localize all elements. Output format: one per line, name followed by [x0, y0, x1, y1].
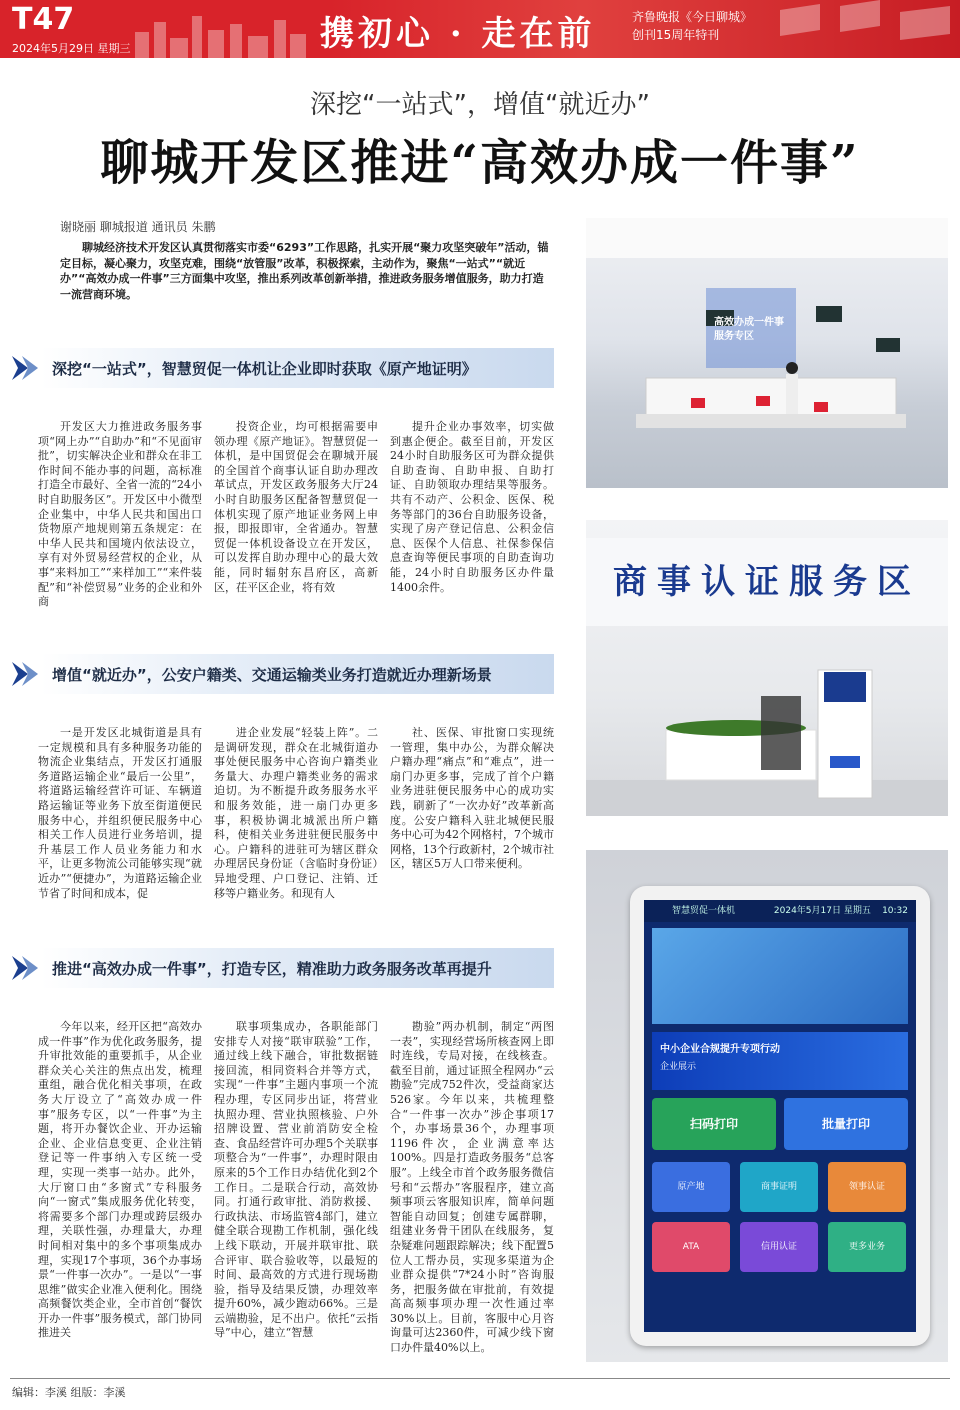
kiosk-date: 2024年5月17日 星期五 — [773, 906, 871, 916]
paragraph: 联事项集成办，各职能部门安排专人对接“联审联验”工作，通过线上线下融合，审批数据链接回流，相同资料合并等方式，实现“一件事”主题内事项一个流程办理，专区同步出证，将营业执照办理、营业执照核验、户外招牌设置、营业前消防安全检查、食品经营许可办理5个关联事项整合为“一件事”，办理时限由原来的5个工作日办结优化到2个工作日。二是联合行动，高效协同。打通行政审批、消防救援、行政执法、市场监管4部门，建立健全联合现勘工作机制，强化线上线下联动，开展并联审批、联合评审、联合验收等，以最短的时间、最高效的方式进行现场勘验，指导及结果反馈，办理效率提升60%，减少跑动66%。三是云端勘验，足不出户。依托“云指导”中心，建立“智慧 — [214, 1020, 378, 1340]
section-title-2: 增值“就近办”，公安户籍类、交通运输类业务打造就近办理新场景 — [52, 666, 492, 684]
tile-commercial-cert[interactable]: 商事证明 — [740, 1162, 818, 1212]
tile-consular-cert[interactable]: 领事认证 — [828, 1162, 906, 1212]
byline: 谢晓丽 聊城报道 通讯员 朱鹏 — [60, 220, 216, 234]
paragraph: 今年以来，经开区把“高效办成一件事”作为优化政务服务，提升审批效能的重要抓手，从企业群众关心关注的焦点出发，梳理重组，融合优化相关事项，在政务大厅设立了“高效办成一件事”服务专区，以“一件事”为主题，将开办餐饮企业、开办运输企业、企业信息变更、企业注销登记等一件事纳入专区统一受理，实现一类事一站办。此外，大厅窗口由“多窗式”专科服务向“一窗式”集成服务优化转变，将需要多个部门办理或跨层级办理，关联性强，办理量大，办理时间相对集中的多个事项集成办理，实现17个事项，36个办事场景“一件事一次办”。一是以“一事思维”做实企业准入便利化。围绕高频餐饮类企业，全市首创“餐饮开办一件事”服务模式，部门协同推进关 — [38, 1020, 202, 1340]
kiosk-app-name: 智慧贸促一体机 — [672, 906, 736, 916]
batch-print-button[interactable]: 批量打印 — [784, 1098, 908, 1150]
banner-slogan: 携初心 · 走在前 — [320, 14, 596, 54]
paragraph: 提升企业办事效率，切实做到惠企便企。截至目前，开发区24小时自助服务区可为群众提供自助查询、自助申报、自助打证、自助领取办理结果等服务。共有不动产、公积金、医保、税务等部门的36台自助服务设备，实现了房产登记信息、公积金信息、医保个人信息、社保参保信息查询等便民事项的自助查询功能，24小时自助服务区办件量1400余件。 — [390, 420, 554, 594]
kiosk-video-panel — [652, 928, 908, 1024]
column — [38, 726, 202, 901]
column — [38, 1020, 202, 1356]
column — [214, 1020, 378, 1356]
column — [38, 420, 202, 610]
section-1-body — [38, 420, 554, 610]
issue-date: 2024年5月29日 星期三 — [12, 42, 131, 55]
scan-print-button[interactable]: 扫码打印 — [652, 1098, 776, 1150]
paragraph: 社、医保、审批窗口实现统一管理，集中办公，为群众解决户籍办理“痛点”和“难点”，进一扇门办更多事，完成了首个户籍业务进驻便民服务中心的成功实践，刷新了“一次办好”改革新高度。公安户籍科入驻北城便民服务中心可为42个网格村，7个城市网格，13个行政新村，2个城市社区，辖区5万人口带来便利。 — [390, 726, 554, 871]
kiosk-screen — [644, 900, 916, 1332]
certification-area-sign: 商事认证服务区 — [586, 538, 948, 626]
section-3-body — [38, 1020, 554, 1356]
footer-divider — [10, 1378, 950, 1379]
promo-subtitle: 企业展示 — [660, 1062, 697, 1072]
paragraph: 一是开发区北城街道是具有一定规模和具有多种服务功能的物流企业集结点，开发区打通服务道路运输企业“最后一公里”，将道路运输经营许可证、车辆道路运输证等业务下放至街道便民服务中心，并组织便民服务中心相关工作人员进行业务培训，提升基层工作人员业务能力和水平，让更多物流公司能够实现“就近办”“便捷办”，为道路运输企业节省了时间和成本，促 — [38, 726, 202, 900]
photo-kiosk — [586, 850, 948, 1362]
column — [390, 420, 554, 610]
kiosk-top-bar — [644, 900, 916, 922]
column — [390, 1020, 554, 1356]
page-number: T47 — [12, 2, 75, 37]
column — [390, 726, 554, 901]
paragraph: 开发区大力推进政务服务事项“网上办”“自助办”和“不见面审批”，切实解决企业和群众在非工作时间不能办事的问题，高标准打造全市最好、全省一流的“24小时自助服务区”。开发区中小微型企业集中，中华人民共和国出口货物原产地规则第五条规定：在中华人民共和国境内依法设立，享有对外贸易经营权的企业，从事“来料加工”“来样加工”“来件装配”和“补偿贸易”业务的企业和外商 — [38, 420, 202, 609]
tile-credit-cert[interactable]: 信用认证 — [740, 1222, 818, 1272]
section-header-3 — [8, 948, 554, 988]
tile-origin[interactable]: 原产地 — [652, 1162, 730, 1212]
masthead-banner — [0, 0, 960, 58]
paragraph: 投资企业，均可根据需要申领办理《原产地证》。智慧贸促一体机，是中国贸促会在聊城开展的全国首个商事认证自助办理改革试点，开发区政务服务大厅24小时自助服务区配备智慧贸促一体机实现了原产地证业务网上申报，即报即审，全省通办。智慧贸促一体机设备设立在开发区，可以发挥自助办理中心的最大效能，同时辐射东昌府区，高新区，茌平区企业，将有效 — [214, 420, 378, 594]
brand-line-1: 齐鲁晚报《今日聊城》 — [632, 10, 753, 24]
photo-service-hall — [586, 218, 948, 488]
column — [214, 726, 378, 901]
certification-area-illustration — [586, 520, 948, 816]
section-header-2 — [8, 654, 554, 694]
chevron-right-icon — [8, 658, 40, 690]
footer-credits: 编辑：李溪 组版：李溪 — [12, 1386, 126, 1399]
service-hall-illustration — [586, 218, 948, 488]
paragraph: 勘验”两办机制，制定“两图一表”，实现经营场所核查网上即时连线，专局对接，在线核查。截至目前，通过证照全程网办“云勘验”完成752件次，受益商家达526家。今年以来，共梳理整合“一件事一次办”涉企事项17个，办事场景36个，办理事项1196件次，企业满意率达100%。四是打造政务服务“总客服”。上线全市首个政务服务微信号和“云帮办”客服程序，建立高频事项云客服知识库，简单问题智能自动回复；创建专属群聊，组建业务骨干团队在线服务，复杂疑难问题跟踪解决；线下配置5位人工帮办员，实现多渠道为企业群众提供“7*24小时”咨询服务，把服务做在审批前，有效提高高频事项办理一次性通过率30%以上。目前，客服中心月咨询量可达2360件，可减少线下窗口办件量40%以上。 — [390, 1020, 554, 1355]
paragraph: 进企业发展“轻装上阵”。二是调研发现，群众在北城街道办事处便民服务中心咨询户籍类业务量大、办理户籍类业务的需求迫切。为不断提升政务服务水平和服务效能，进一扇门办更多事，积极协调北城派出所户籍科，使相关业务进驻便民服务中心。户籍科的进驻可为辖区群众办理居民身份证（含临时身份证）异地受理、户口登记、注销、迁移等户籍业务。和现有人 — [214, 726, 378, 900]
promo-title: 中小企业合规提升专项行动 — [660, 1044, 780, 1055]
hall-sign-text: 高效办成一件事 服务专区 — [714, 317, 784, 342]
tile-ata[interactable]: ATA — [652, 1222, 730, 1272]
section-title-3: 推进“高效办成一件事”，打造专区，精准助力政务服务改革再提升 — [52, 960, 492, 978]
chevron-right-icon — [8, 952, 40, 984]
section-header-1 — [8, 348, 554, 388]
section-title-1: 深挖“一站式”，智慧贸促一体机让企业即时获取《原产地证明》 — [52, 360, 477, 378]
chevron-right-icon — [8, 352, 40, 384]
city-skyline-illustration — [130, 12, 310, 58]
brand-line-2: 创刊15周年特刊 — [632, 28, 720, 42]
lead-paragraph: 聊城经济技术开发区认真贯彻落实市委“6293”工作思路，扎实开展“聚力攻坚突破年”活动，锚定目标，凝心聚力，攻坚克难，围绕“放管服”改革，积极探索，主动作为，聚焦“一站式”“就近办”“高效办成一件事”三方面集中攻坚，推出系列改革创新举措，推进政务服务增值服务，助力打造一流营商环境。 — [60, 241, 549, 301]
column — [214, 420, 378, 610]
article-headline: 聊城开发区推进“高效办成一件事” — [100, 135, 860, 191]
kiosk-promo-banner[interactable] — [652, 1032, 908, 1090]
article-subtitle: 深挖“一站式”，增值“就近办” — [310, 90, 650, 120]
tile-more-services[interactable]: 更多业务 — [828, 1222, 906, 1272]
photo-certification-area — [586, 520, 948, 816]
section-2-body — [38, 726, 554, 901]
flags-illustration — [760, 0, 960, 58]
banner-brand — [632, 8, 752, 44]
kiosk-time: 10:32 — [882, 906, 908, 916]
kiosk-frame — [630, 886, 930, 1346]
